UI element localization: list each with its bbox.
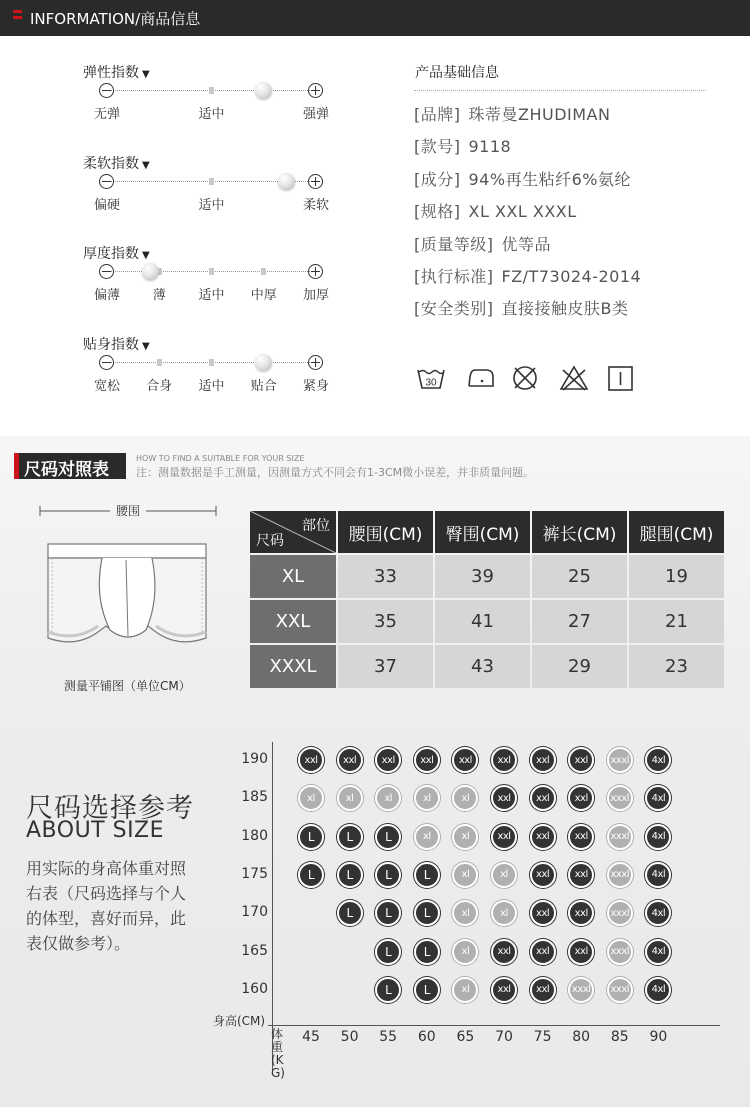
index-level-label: 偏硬 [93, 198, 121, 213]
table-cell: 33 [338, 555, 433, 598]
x-tick-label: 65 [456, 1029, 475, 1045]
x-axis-line [268, 1025, 720, 1026]
no-bleach-icon [559, 364, 589, 392]
about-description-line: 表仅做参考）。 [26, 934, 131, 953]
plus-circle-icon [308, 174, 323, 189]
size-bubble: L [375, 939, 401, 965]
y-tick-label: 165 [241, 942, 268, 959]
size-bubble: xxxl [607, 824, 633, 850]
info-value: 珠蒂曼ZHUDIMAN [468, 105, 611, 124]
size-bubble: xxl [452, 747, 478, 773]
y-tick-label: 190 [241, 751, 268, 767]
x-tick-label: 70 [495, 1029, 513, 1045]
info-value: 优等品 [501, 234, 552, 254]
size-bubble: xxl [491, 785, 517, 811]
table-cell: 41 [435, 600, 530, 643]
info-value: 直接接触皮肤B类 [501, 299, 629, 319]
index-level-label: 加厚 [302, 288, 330, 303]
minus-circle-icon [99, 264, 114, 279]
table-row-size: XL [250, 555, 336, 598]
info-row [414, 134, 511, 157]
info-row [414, 264, 641, 287]
index-level-label: 薄 [152, 288, 166, 303]
triangle-down-icon: ▼ [142, 341, 150, 352]
size-bubble: L [375, 977, 401, 1003]
plus-circle-icon [308, 83, 323, 98]
hang-dry-icon [606, 364, 636, 392]
table-column-header: 裤长(CM) [532, 511, 627, 553]
size-bubble: 4xl [645, 824, 671, 850]
size-bubble: L [337, 900, 363, 926]
size-bubble: xxxl [607, 747, 633, 773]
x-tick-label: 45 [302, 1029, 320, 1045]
info-row [414, 167, 631, 190]
info-label: [执行标准] [414, 267, 494, 286]
index-slider-knob [255, 82, 272, 99]
table-row-size: XXL [250, 600, 336, 643]
table-row-size: XXXL [250, 645, 336, 688]
index-level-label: 紧身 [302, 379, 330, 394]
size-section-note: 注：测量数据是手工测量，因测量方式不同会有1-3CM微小误差，并非质量问题。 [136, 466, 535, 479]
size-bubble: xxl [530, 747, 556, 773]
index-level-label: 适中 [198, 107, 225, 122]
table-column-header: 臀围(CM) [435, 511, 530, 553]
scale-tick [157, 359, 162, 366]
size-bubble: xxl [530, 939, 556, 965]
size-bubble: xl [298, 785, 324, 811]
about-description-line: 的体型，喜好而异，此 [26, 909, 187, 928]
section-header-information [0, 0, 750, 36]
table-column-header: 腰围(CM) [338, 511, 433, 553]
minus-circle-icon [99, 174, 114, 189]
table-cell: 19 [629, 555, 724, 598]
info-value: 94%再生粘纤6%氨纶 [468, 169, 631, 189]
size-bubble: xxl [530, 785, 556, 811]
x-tick-label: 75 [533, 1029, 552, 1045]
minus-circle-icon [99, 83, 114, 98]
size-bubble: 4xl [645, 785, 671, 811]
size-bubble: xxl [491, 824, 517, 850]
y-tick-label: 185 [241, 789, 268, 806]
info-value: FZ/T73024-2014 [501, 267, 642, 286]
about-description-line: 右表（尺码选择与个人 [26, 884, 187, 903]
table-cell: 25 [532, 555, 627, 598]
size-bubble: xl [337, 785, 363, 811]
scale-tick [261, 268, 266, 275]
size-bubble: L [414, 900, 440, 926]
index-level-label: 中厚 [250, 288, 277, 303]
wash-temp-label: 30 [425, 377, 437, 389]
size-bubble: xl [452, 785, 478, 811]
index-title-text: 厚度指数 [83, 246, 139, 262]
info-heading: 产品基础信息 [415, 65, 499, 81]
index-level-label: 宽松 [93, 379, 121, 394]
scale-tick [209, 359, 214, 366]
scale-tick [209, 87, 214, 94]
size-bubble: xxl [568, 785, 594, 811]
size-bubble: L [414, 939, 440, 965]
y-tick-label: 170 [241, 904, 268, 921]
index-level-label: 偏薄 [93, 288, 121, 303]
info-divider [414, 90, 706, 91]
index-level-label: 适中 [198, 288, 225, 303]
plus-circle-icon [308, 355, 323, 370]
info-row [414, 296, 628, 319]
index-title [83, 334, 150, 354]
triangle-down-icon: ▼ [142, 69, 150, 80]
size-bubble: xxxl [607, 900, 633, 926]
y-tick-label: 175 [241, 865, 268, 882]
index-level-label: 适中 [198, 379, 225, 394]
about-title-en: ABOUT SIZE [26, 818, 165, 843]
info-label: [规格] [414, 202, 461, 222]
index-slider-knob [255, 354, 272, 371]
size-bubble: xl [414, 824, 440, 850]
table-cell: 43 [435, 645, 530, 688]
size-bubble: xl [452, 900, 478, 926]
size-bubble: xl [452, 939, 478, 965]
about-title-cn: 尺码选择参考 [26, 793, 194, 824]
x-tick-label: 50 [340, 1029, 359, 1045]
size-bubble: xxl [491, 977, 517, 1003]
size-bubble: xxxl [607, 977, 633, 1003]
size-bubble: 4xl [645, 939, 671, 965]
size-bubble: xxl [530, 900, 556, 926]
size-bubble: L [375, 824, 401, 850]
index-slider-knob [278, 173, 295, 190]
size-bubble: xxl [530, 824, 556, 850]
corner-label-bottom: 尺码 [256, 533, 284, 549]
size-bubble: xl [452, 977, 478, 1003]
size-bubble: xxl [530, 977, 556, 1003]
index-title [83, 243, 150, 263]
info-label: [款号] [414, 137, 461, 157]
index-title-text: 弹性指数 [83, 65, 139, 81]
info-row [414, 102, 610, 125]
size-bubble: xxl [568, 939, 594, 965]
info-row [414, 232, 551, 255]
table-cell: 35 [338, 600, 433, 643]
size-bubble: L [337, 862, 363, 888]
size-bubble: xxxl [568, 977, 594, 1003]
y-axis-label: 身高(CM) [213, 1014, 266, 1028]
index-level-label: 柔软 [302, 198, 330, 213]
size-bubble: L [298, 862, 324, 888]
triangle-down-icon: ▼ [142, 160, 150, 171]
y-tick-label: 180 [241, 827, 268, 844]
x-tick-label: 90 [649, 1029, 668, 1045]
size-bubble: xxl [568, 824, 594, 850]
info-row [414, 199, 577, 222]
index-title [83, 62, 150, 82]
info-value: XL XXL XXXL [468, 202, 577, 222]
size-section-title: 尺码对照表 [14, 453, 126, 479]
size-bubble: 4xl [645, 747, 671, 773]
y-tick-label: 160 [241, 980, 268, 997]
size-bubble: xl [414, 785, 440, 811]
x-tick-label: 80 [572, 1029, 591, 1045]
y-axis-line [272, 742, 273, 1072]
size-bubble: xxl [491, 747, 517, 773]
size-bubble: xxxl [607, 862, 633, 888]
diagram-caption: 测量平铺图（单位CM） [64, 679, 191, 693]
measurement-diagram [36, 498, 220, 670]
info-label: [成分] [414, 169, 461, 189]
size-bubble: xxl [337, 747, 363, 773]
size-bubble: 4xl [645, 862, 671, 888]
index-level-label: 合身 [146, 379, 173, 394]
size-bubble: xxl [414, 747, 440, 773]
info-label: [品牌] [414, 105, 461, 124]
info-label: [安全类别] [414, 299, 494, 319]
x-tick-label: 55 [379, 1029, 398, 1045]
size-section-subtitle: HOW TO FIND A SUITABLE FOR YOUR SIZE [136, 454, 305, 463]
table-cell: 23 [629, 645, 724, 688]
index-slider-knob [142, 263, 159, 280]
index-title-text: 贴身指数 [83, 337, 139, 353]
iron-low-icon [466, 364, 496, 392]
index-level-label: 贴合 [250, 379, 277, 394]
table-column-header: 腿围(CM) [629, 511, 724, 553]
size-bubble: xxl [568, 862, 594, 888]
size-bubble: L [375, 900, 401, 926]
size-bubble: xxl [568, 747, 594, 773]
size-bubble: xxl [375, 747, 401, 773]
table-cell: 21 [629, 600, 724, 643]
size-bubble: L [414, 862, 440, 888]
table-cell: 39 [435, 555, 530, 598]
size-bubble: L [298, 824, 324, 850]
size-bubble: L [414, 977, 440, 1003]
table-cell: 37 [338, 645, 433, 688]
info-value: 9118 [468, 137, 512, 157]
x-axis-label: 体重(KG) [271, 1027, 285, 1080]
size-bubble: xxl [491, 939, 517, 965]
size-bubble: xxl [568, 900, 594, 926]
index-level-label: 无弹 [93, 107, 121, 122]
title-accent [14, 453, 19, 479]
no-tumble-dry-icon [510, 364, 540, 392]
plus-circle-icon [308, 264, 323, 279]
table-cell: 29 [532, 645, 627, 688]
size-bubble: 4xl [645, 977, 671, 1003]
section-title: INFORMATION/商品信息 [30, 10, 201, 28]
scale-tick [209, 268, 214, 275]
minus-circle-icon [99, 355, 114, 370]
size-bubble: L [337, 824, 363, 850]
x-tick-label: 85 [610, 1029, 629, 1045]
x-tick-label: 60 [417, 1029, 436, 1045]
menu-stripes-icon [13, 10, 22, 25]
index-level-label: 适中 [198, 198, 225, 213]
index-title [83, 153, 150, 173]
index-level-label: 强弹 [302, 107, 330, 122]
size-bubble: xl [491, 900, 517, 926]
size-bubble: xl [375, 785, 401, 811]
size-bubble: xxxl [607, 785, 633, 811]
size-bubble: xxl [298, 747, 324, 773]
about-description-line: 用实际的身高体重对照 [26, 859, 187, 878]
scale-tick [209, 178, 214, 185]
table-cell: 27 [532, 600, 627, 643]
size-bubble: xxl [530, 862, 556, 888]
size-bubble: xl [491, 862, 517, 888]
size-bubble: 4xl [645, 900, 671, 926]
table-corner [250, 511, 336, 553]
info-label: [质量等级] [414, 234, 494, 254]
index-title-text: 柔软指数 [83, 156, 139, 172]
triangle-down-icon: ▼ [142, 250, 150, 261]
diagram-waist-label: 腰围 [115, 504, 141, 518]
size-bubble: xl [452, 824, 478, 850]
size-bubble: L [375, 862, 401, 888]
corner-label-top: 部位 [302, 518, 330, 534]
size-bubble: xxxl [607, 939, 633, 965]
wash-30-icon [416, 364, 446, 392]
size-bubble: xl [452, 862, 478, 888]
